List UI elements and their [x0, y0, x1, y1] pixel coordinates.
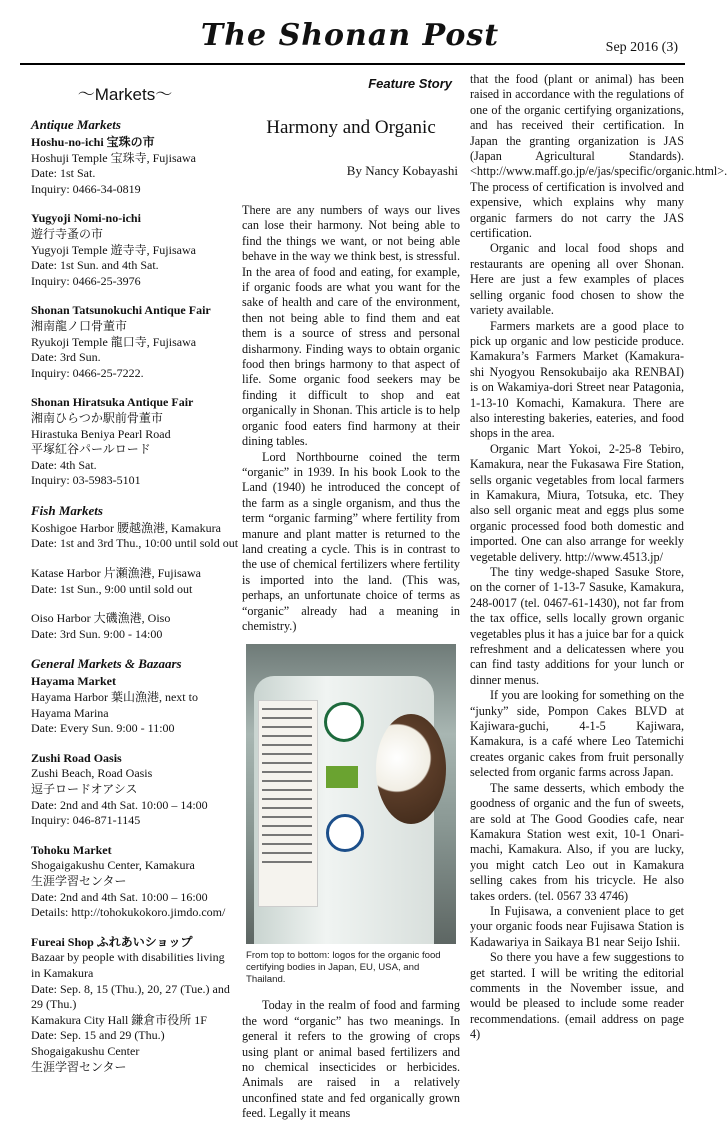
market-section-title: Fish Markets [31, 502, 103, 518]
market-detail: Inquiry: 03-5983-5101 [31, 473, 141, 488]
market-detail: Inquiry: 0466-34-0819 [31, 181, 141, 196]
market-detail: Ryukoji Temple 龍口寺, Fujisawa [31, 334, 197, 349]
market-detail: Date: Every Sun. 9:00 - 11:00 [31, 721, 175, 736]
market-detail: Shogaigakushu Center [31, 1043, 140, 1058]
market-name: Shonan Tatsunokuchi Antique Fair [31, 303, 211, 318]
market-detail: 湘南ひらつか駅前骨董市 [31, 410, 163, 425]
market-detail: 平塚紅谷パールロード [31, 442, 151, 457]
market-detail: Date: 4th Sat. [31, 457, 97, 472]
market-entry [31, 751, 230, 829]
market-name: Shonan Hiratsuka Antique Fair [31, 395, 194, 410]
market-detail: 29 (Thu.) [31, 997, 77, 1012]
market-entry [31, 674, 230, 736]
continuation-column [470, 72, 727, 1043]
article-paragraph: Lord Northbourne coined the term “organic” in 1939. In his book Look to the Land (1940) he introduced the concept of the farm as a single organism, and thus the term “organic farming” where fertility from manure and plant matter is returned to the land creating a cycle. This is in contrast to the use of chemical fertilizers where fertility is imported into the land. (This was, perhaps, an unfortunate choice of terms as “organic” already had a meaning in chemistry.) [242, 449, 460, 633]
market-detail: Yugyoji Temple 遊寺寺, Fujisawa [31, 242, 196, 257]
market-detail: Date: Sep. 15 and 29 (Thu.) [31, 1028, 165, 1043]
market-detail: Details: http://tohokukokoro.jimdo.com/ [31, 905, 226, 920]
market-detail: Hayama Harbor 葉山漁港, next to [31, 690, 198, 705]
market-entry [31, 843, 230, 921]
market-detail: Date: Sep. 8, 15 (Thu.), 20, 27 (Tue.) and [31, 981, 230, 996]
market-detail: Zushi Beach, Road Oasis [31, 766, 153, 781]
issue-date: Sep 2016 (3) [605, 40, 678, 55]
article-paragraph: Farmers markets are a good place to pick up organic and low pesticide produce. Kamakura’s Farmers Market (Kamakura-shi Nyogyou Rensokubaijo aka RENBAI) is on Wakamiya-dori Street near Patagonia, 1-13-10 Komachi, Kamakura. There are also interesting bakeries, eateries, and food shops in the area. [470, 318, 684, 441]
article-byline: By Nancy Kobayashi [346, 163, 458, 178]
market-detail: Oiso Harbor 大磯漁港, Oiso [31, 611, 171, 626]
market-name: Hayama Market [31, 674, 116, 689]
article-paragraph: The tiny wedge-shaped Sasuke Store, on the corner of 1-13-7 Sasuke, Kamakura, 248-0017 (tel. 0467-61-1430), not far from the tax office, sells locally grown organic vegetables plus it has a juice bar for a quick refreshment and a delicatessen where you can find tasty additions for your lunch or dinner menus. [470, 565, 684, 687]
markets-list [20, 117, 239, 1075]
article-paragraph: Today in the realm of food and farming the word “organic” has two meanings. In general it refers to the growing of crops using plant or animal based fertilizers and no chemical insecticides or herbicides. Animals are raised in a relatively unconfined state and fed organically grown feed. Legally it means [242, 998, 460, 1121]
masthead [0, 0, 700, 64]
coconut-image [376, 714, 446, 824]
market-detail: Kamakura City Hall 鎌倉市役所 1F [31, 1012, 207, 1027]
market-detail: in Kamakura [31, 965, 94, 980]
market-entry [31, 520, 239, 552]
jar-label-text-lines [262, 708, 312, 870]
header-rule [20, 63, 685, 65]
eu-organic-logo-icon [326, 766, 358, 788]
market-entry [31, 135, 230, 197]
market-detail: Date: 2nd and 4th Sat. 10:00 – 14:00 [31, 797, 208, 812]
organic-oil-jar-photo [246, 644, 456, 944]
article-title: Harmony and Organic [266, 117, 436, 138]
market-name: Zushi Road Oasis [31, 750, 122, 765]
market-detail: Hirastuka Beniya Pearl Road [31, 426, 171, 441]
market-name: Fureai Shop ふれあいショップ [31, 934, 193, 949]
newspaper-title: The Shonan Post [200, 18, 500, 53]
market-name: Tohoku Market [31, 842, 112, 857]
article-paragraph: So there you have a few suggestions to get started. I will be writing the editorial comments in the November issue, and would be pleased to include some reader recommendations. (email address on page 4) [470, 950, 684, 1042]
market-detail: Hoshuji Temple 宝珠寺, Fujisawa [31, 150, 196, 165]
market-section-title: Antique Markets [31, 117, 121, 132]
market-detail: Inquiry: 046-871-1145 [31, 813, 141, 828]
market-entry [31, 935, 230, 1075]
article-paragraph: There are any numbers of ways our lives can lose their harmony. Not being able to find the things we want, or not being able behave in the way we think best, is stressful. In the area of food and eating, for example, if organic foods are what you want for the sake of health and care of the environment, then not being able to find them and eat them is a source of stress and personal disharmony. Finding ways to obtain organic food then brings harmony to that aspect of life. Some organic food seekers may be finding it difficult to shop and eat organically in Shonan. This article is to help organic food eaters find harmony at their dining tables. [242, 203, 460, 449]
market-detail: Date: 1st Sat. [31, 166, 96, 181]
market-detail: Date: 1st Sun. and 4th Sat. [31, 258, 159, 273]
article-paragraph: If you are looking for something on the “junky” side, Pompon Cakes BLVD at Kajiwara-guchi, 4-1-5 Kajiwara, Kamakura, is a café where Leo Tatemichi creates organic cakes from fruit personally selected from organic farms across Japan. [470, 688, 684, 780]
market-entry [31, 303, 230, 381]
market-detail: Inquiry: 0466-25-7222. [31, 365, 144, 380]
market-detail: Katase Harbor 片瀬漁港, Fujisawa [31, 566, 201, 581]
markets-heading: ～Markets～ [77, 85, 173, 104]
article-paragraph: The same desserts, which embody the goodness of organic and the fun of sweets, are sold at The Good Goodies cafe, near Kamakura Station west exit, 10-1 Onari-machi, Kamakura. Also, if you are lucky, you might catch Leo out in Kamakura selling cakes from his tricycle. He also takes orders. (tel. 0567 33 4746) [470, 780, 684, 903]
market-entry [31, 395, 230, 489]
article-paragraph: that the food (plant or animal) has been raised in accordance with the regulations of one of the organic certifying organizations, and has received their certification. In Japan the granting organization is JAS (Japan Agricultural Standards). <http://www.maff.go.jp/e/jas/specific/organic.html>. The process of certification is involved and expensive, which explains why many organic farmers do not carry the JAS certification. [470, 72, 727, 241]
feature-label: Feature Story [368, 76, 452, 91]
market-name: Hoshu-no-ichi 宝珠の市 [31, 135, 155, 149]
photo-caption: From top to bottom: logos for the organic food certifying bodies in Japan, EU, USA, and Thailand. [246, 950, 441, 986]
market-detail: 湘南龍ノ口骨董市 [31, 318, 128, 333]
market-detail: Hayama Marina [31, 705, 109, 720]
market-detail: 逗子ロードオアシス [31, 782, 138, 796]
article-paragraph: In Fujisawa, a convenient place to get your organic foods near Fujisawa Station is Kadawariya in Saikaya B1 near Seijo Ishii. [470, 903, 684, 949]
market-detail: 生涯学習センター [31, 1059, 127, 1074]
market-detail: 生涯学習センター [31, 873, 127, 888]
market-detail: Inquiry: 0466-25-3976 [31, 273, 141, 288]
markets-column [20, 72, 239, 1089]
market-detail: Date: 2nd and 4th Sat. 10:00 – 16:00 [31, 889, 208, 904]
market-detail: Date: 1st and 3rd Thu., 10:00 until sold out [31, 536, 239, 551]
market-detail: Shogaigakushu Center, Kamakura [31, 858, 195, 873]
market-entry [31, 211, 230, 289]
market-name: Yugyoji Nomi-no-ichi [31, 211, 141, 226]
article-paragraph: Organic Mart Yokoi, 2-25-8 Tebiro, Kamakura, near the Fukasawa Fire Station, sells organic vegetables from local farmers in Kamakura, Miura, Totsuka, etc. They also sell organic meat and eggs plus some organic processed food both domestic and imported. One can also arrange for weekly vegetable delivery. http://www.4513.jp/ [470, 441, 684, 564]
market-detail: 遊行寺蚤の市 [31, 226, 104, 241]
feature-column [242, 72, 460, 1122]
market-entry [31, 566, 230, 597]
market-section-title: General Markets & Bazaars [31, 656, 182, 672]
market-detail: Date: 1st Sun., 9:00 until sold out [31, 581, 193, 596]
market-entry [31, 611, 230, 642]
market-detail: Date: 3rd Sun. 9:00 - 14:00 [31, 626, 163, 641]
market-detail: Date: 3rd Sun. [31, 350, 101, 365]
market-detail: Koshigoe Harbor 腰越漁港, Kamakura [31, 520, 221, 535]
article-paragraph: Organic and local food shops and restaurants are opening all over Shonan. Here are just a few examples of places selling organic food chosen to show the variety available. [470, 241, 684, 318]
market-detail: Bazaar by people with disabilities living [31, 950, 225, 965]
